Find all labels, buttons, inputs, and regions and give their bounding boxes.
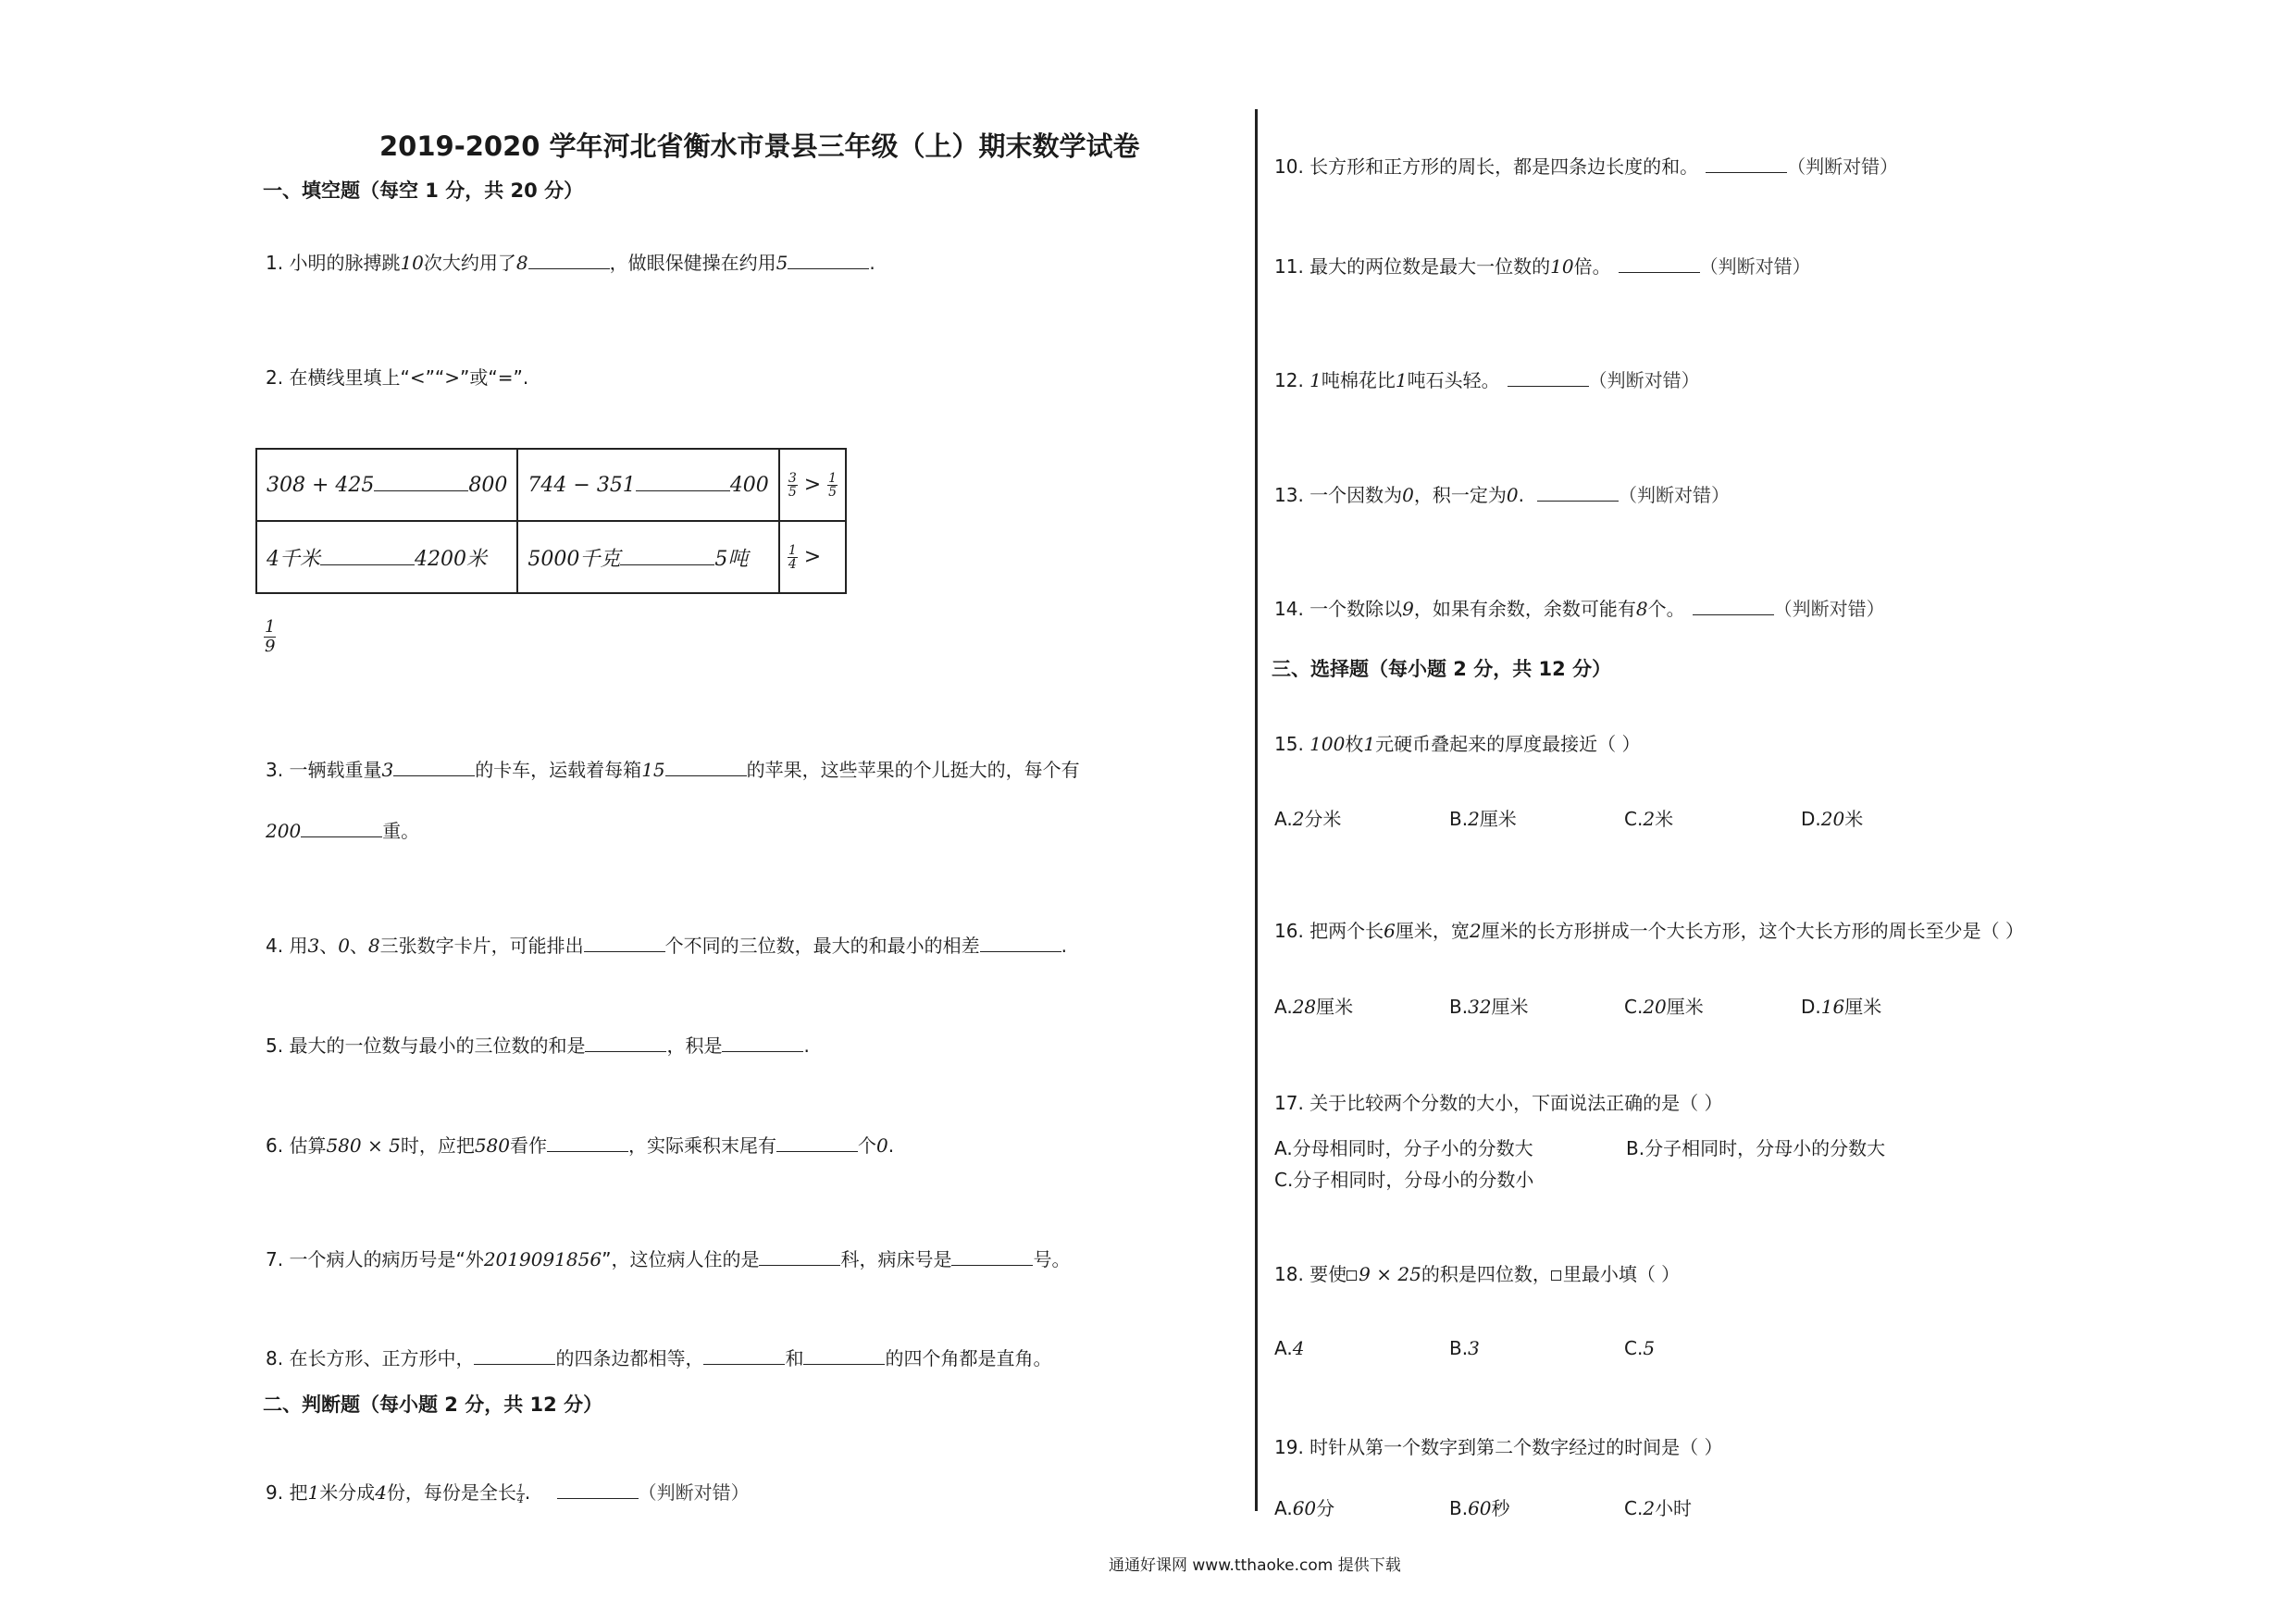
table-row: [256, 521, 846, 593]
question-13: 13. 一个因数为0，积一定为0. （判断对错）: [1274, 484, 1730, 506]
answer-blank[interactable]: [759, 1248, 840, 1266]
blank-box-icon: [1347, 1270, 1357, 1281]
option-b[interactable]: B.32厘米: [1449, 996, 1529, 1018]
option-b[interactable]: B.分子相同时，分母小的分数大: [1626, 1137, 1886, 1159]
table-cell: 5000千克 5吨: [517, 521, 778, 593]
question-number: 1.: [266, 252, 284, 274]
option-a[interactable]: A.2分米: [1274, 808, 1342, 830]
question-11: 11. 最大的两位数是最大一位数的10倍。 （判断对错）: [1274, 255, 1811, 278]
fraction: $\frac{1}{4}$: [788, 542, 797, 572]
answer-blank[interactable]: [788, 252, 869, 269]
blank-box-icon: [1551, 1270, 1561, 1281]
question-number: 9.: [266, 1481, 284, 1504]
question-number: 11.: [1274, 255, 1304, 278]
option-a[interactable]: A.分母相同时，分子小的分数大: [1274, 1137, 1533, 1159]
table-cell: $\frac{3}{5}$ > $\frac{1}{5}$: [779, 449, 846, 521]
answer-blank[interactable]: [665, 759, 747, 776]
question-number: 5.: [266, 1035, 284, 1057]
question-1: 1. 小明的脉搏跳10次大约用了8 ，做眼保健操在约用5 .: [266, 252, 875, 274]
page-title: 2019-2020 学年河北省衡水市景县三年级（上）期末数学试卷: [379, 130, 1140, 162]
question-6: 6. 估算580 × 5时，应把580看作 ，实际乘积末尾有 个0.: [266, 1134, 895, 1157]
table-cell: 744 − 351 400: [517, 449, 778, 521]
question-3-continued: 200 重。: [266, 820, 420, 842]
question-12: 12. 1吨棉花比1吨石头轻。 （判断对错）: [1274, 369, 1700, 391]
table-row: [256, 449, 846, 521]
question-5: 5. 最大的一位数与最小的三位数的和是 ，积是 .: [266, 1035, 810, 1057]
option-b[interactable]: B.60秒: [1449, 1497, 1510, 1519]
question-number: 13.: [1274, 484, 1304, 506]
answer-blank[interactable]: [474, 1347, 555, 1365]
question-number: 16.: [1274, 920, 1304, 942]
option-b[interactable]: B.2厘米: [1449, 808, 1517, 830]
option-a[interactable]: A.60分: [1274, 1497, 1335, 1519]
fraction: $\frac{1}{4}$: [516, 1482, 524, 1505]
answer-blank[interactable]: [620, 548, 714, 565]
section-judge-heading: 二、判断题（每小题 2 分，共 12 分）: [263, 1394, 603, 1416]
answer-blank[interactable]: [374, 474, 468, 491]
answer-blank[interactable]: [1508, 369, 1589, 387]
answer-blank[interactable]: [584, 935, 665, 952]
table-cell: $\frac{1}{4}$ >: [779, 521, 846, 593]
answer-blank[interactable]: [980, 935, 1061, 952]
question-2: 2. 在横线里填上“<”“>”或“=”.: [266, 366, 529, 389]
question-number: 19.: [1274, 1436, 1304, 1458]
answer-blank[interactable]: [1693, 598, 1774, 615]
answer-blank[interactable]: [951, 1248, 1033, 1266]
question-number: 7.: [266, 1248, 284, 1270]
answer-blank[interactable]: [1706, 155, 1787, 173]
answer-blank[interactable]: [393, 759, 475, 776]
answer-blank[interactable]: [528, 252, 610, 269]
answer-blank[interactable]: [722, 1035, 803, 1052]
answer-blank[interactable]: [301, 820, 382, 837]
question-number: 10.: [1274, 155, 1304, 178]
table-cell: 308 + 425 800: [256, 449, 517, 521]
question-number: 12.: [1274, 369, 1304, 391]
option-c[interactable]: C.分子相同时，分母小的分数小: [1274, 1169, 1534, 1191]
section-choice-heading: 三、选择题（每小题 2 分，共 12 分）: [1272, 658, 1612, 680]
question-4: 4. 用3、0、8三张数字卡片，可能排出 个不同的三位数，最大的和最小的相差 .: [266, 935, 1068, 957]
option-d[interactable]: D.20米: [1801, 808, 1864, 830]
answer-blank[interactable]: [636, 474, 730, 491]
question-16: 16. 把两个长6厘米，宽2厘米的长方形拼成一个大长方形，这个大长方形的周长至少是（ ）: [1274, 920, 2024, 942]
question-7: 7. 一个病人的病历号是“外2019091856”，这位病人住的是 科，病床号是 号。: [266, 1248, 1071, 1270]
answer-blank[interactable]: [803, 1347, 885, 1365]
question-number: 2.: [266, 366, 284, 389]
question-3: 3. 一辆载重量3 的卡车，运载着每箱15 的苹果，这些苹果的个儿挺大的，每个有: [266, 759, 1080, 781]
question-8: 8. 在长方形、正方形中， 的四条边都相等， 和 的四个角都是直角。: [266, 1347, 1052, 1369]
fraction: $\frac{1}{5}$: [828, 470, 838, 500]
page-footer: 通通好课网 www.tthaoke.com 提供下载: [1109, 1556, 1401, 1575]
answer-blank[interactable]: [776, 1134, 858, 1152]
question-number: 17.: [1274, 1092, 1304, 1114]
question-number: 4.: [266, 935, 284, 957]
question-number: 14.: [1274, 598, 1304, 620]
answer-blank[interactable]: [557, 1481, 639, 1499]
question-14: 14. 一个数除以9，如果有余数，余数可能有8个。 （判断对错）: [1274, 598, 1885, 620]
question-15: 15. 100枚1元硬币叠起来的厚度最接近（ ）: [1274, 733, 1641, 755]
question-19: 19. 时针从第一个数字到第二个数字经过的时间是（ ）: [1274, 1436, 1723, 1458]
option-d[interactable]: D.16厘米: [1801, 996, 1882, 1018]
answer-blank[interactable]: [547, 1134, 628, 1152]
question-17: 17. 关于比较两个分数的大小，下面说法正确的是（ ）: [1274, 1092, 1723, 1114]
option-c[interactable]: C.2米: [1624, 808, 1674, 830]
question-18: 18. 要使 9 × 25的积是四位数， 里最小填（ ）: [1274, 1263, 1681, 1285]
question-number: 8.: [266, 1347, 284, 1369]
answer-blank[interactable]: [1619, 255, 1700, 273]
comparison-table: [255, 448, 847, 594]
option-a[interactable]: A.28厘米: [1274, 996, 1354, 1018]
question-number: 15.: [1274, 733, 1304, 755]
answer-blank[interactable]: [320, 548, 415, 565]
question-10: 10. 长方形和正方形的周长，都是四条边长度的和。 （判断对错）: [1274, 155, 1899, 178]
option-b[interactable]: B.3: [1449, 1337, 1480, 1359]
option-a[interactable]: A.4: [1274, 1337, 1305, 1359]
option-c[interactable]: C.5: [1624, 1337, 1656, 1359]
question-number: 18.: [1274, 1263, 1304, 1285]
answer-blank[interactable]: [703, 1347, 785, 1365]
option-c[interactable]: C.2小时: [1624, 1497, 1693, 1519]
answer-blank[interactable]: [1537, 484, 1619, 502]
answer-blank[interactable]: [585, 1035, 666, 1052]
question-number: 6.: [266, 1134, 284, 1157]
question-9: 9. 把1米分成4份，每份是全长 $\frac{1}{4}$ . （判断对错）: [266, 1481, 750, 1505]
option-c[interactable]: C.20厘米: [1624, 996, 1704, 1018]
overflow-fraction: $\frac{1}{9}$: [265, 617, 276, 656]
fraction: $\frac{3}{5}$: [788, 470, 797, 500]
section-fill-in-heading: 一、填空题（每空 1 分，共 20 分）: [263, 180, 584, 202]
table-cell: 4千米 4200米: [256, 521, 517, 593]
question-number: 3.: [266, 759, 284, 781]
column-divider: [1255, 109, 1258, 1511]
